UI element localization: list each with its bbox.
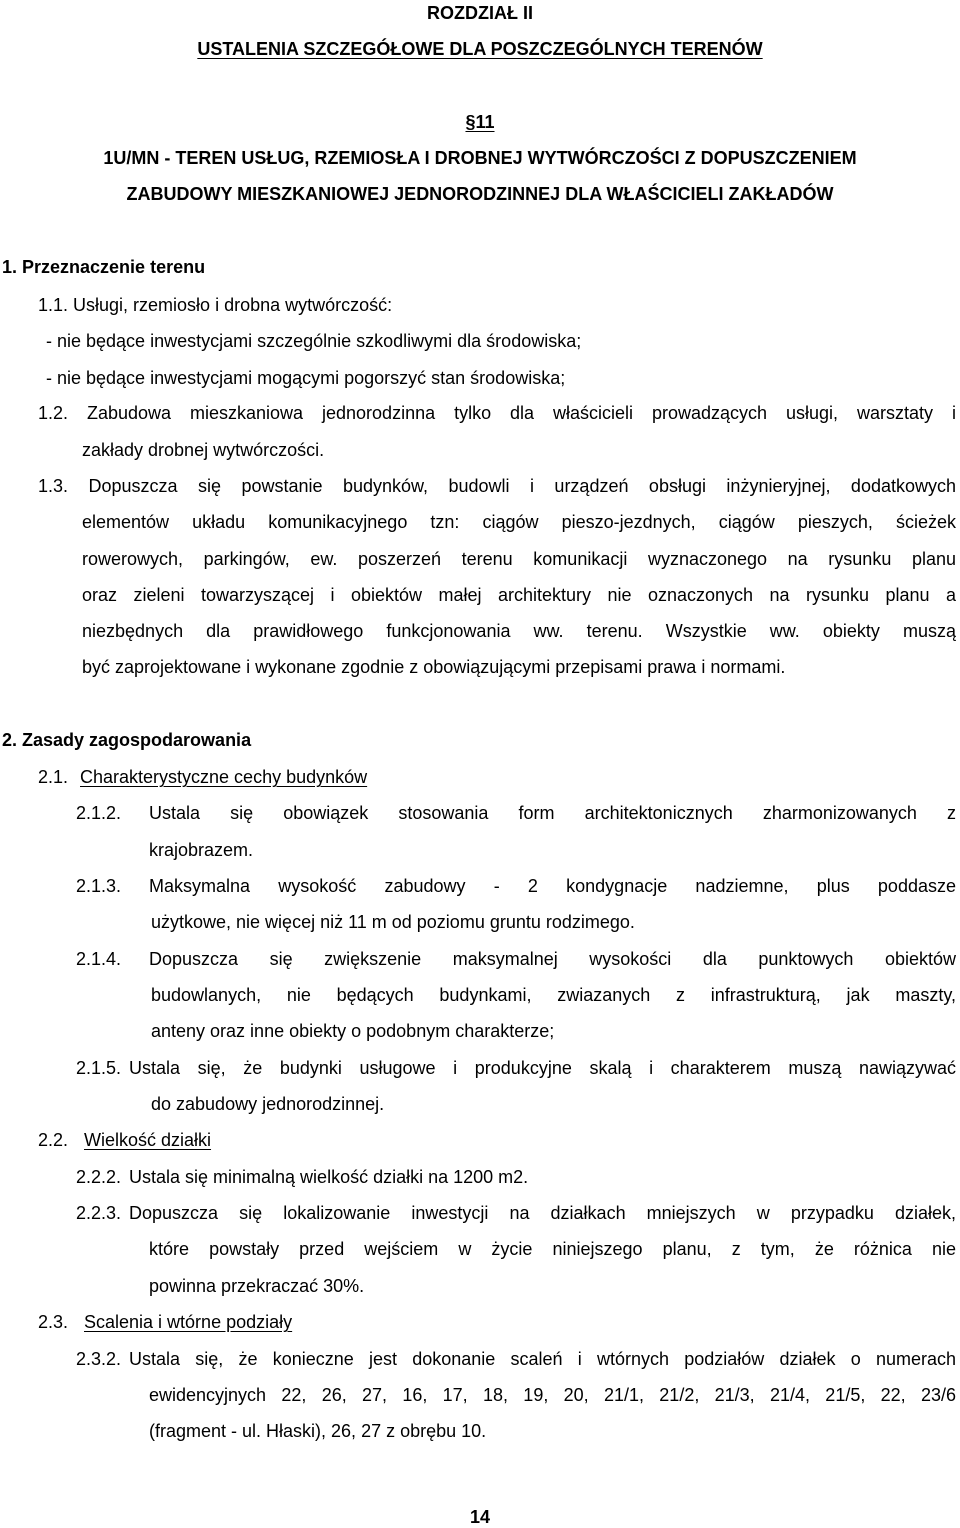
item-1-3-line5: niezbędnych dla prawidłowego funkcjonowania ww. terenu. Wszystkie ww. obiekty muszą <box>82 621 956 641</box>
heading-2-1-number: 2.1. <box>38 767 69 787</box>
item-1-2-line1: 1.2. Zabudowa mieszkaniowa jednorodzinna tylko dla właścicieli prowadzących usługi, warsztaty i <box>38 403 956 423</box>
item-2-2-3-number: 2.2.3. <box>76 1203 122 1223</box>
section1-title: 1. Przeznaczenie terenu <box>2 257 206 277</box>
heading-2-2: Wielkość działki <box>84 1130 212 1150</box>
item-2-1-4-line3: anteny oraz inne obiekty o podobnym charakterze; <box>151 1021 555 1041</box>
item-2-2-2-line1: Ustala się minimalną wielkość działki na 1200 m2. <box>129 1167 529 1187</box>
item-2-2-3-line2: które powstały przed wejściem w życie niniejszego planu, z tym, że różnica nie <box>149 1239 956 1259</box>
heading-2-3: Scalenia i wtórne podziały <box>84 1312 293 1332</box>
item-2-1-5-line2: do zabudowy jednorodzinnej. <box>151 1094 385 1114</box>
item-1-2-line2: zakłady drobnej wytwórczości. <box>82 440 325 460</box>
item-2-1-3-number: 2.1.3. <box>76 876 122 896</box>
item-2-3-2-number: 2.3.2. <box>76 1349 122 1369</box>
item-2-1-4-line2: budowlanych, nie będących budynkami, zwiazanych z infrastrukturą, jak maszty, <box>151 985 956 1005</box>
heading-2-1: Charakterystyczne cechy budynków <box>80 767 368 787</box>
chapter-subtitle: USTALENIA SZCZEGÓŁOWE DLA POSZCZEGÓLNYCH TERENÓW <box>197 39 763 59</box>
item-2-1-5-number: 2.1.5. <box>76 1058 122 1078</box>
item-1-1-dash1: - nie będące inwestycjami szczególnie szkodliwymi dla środowiska; <box>46 331 582 351</box>
item-2-1-3-line2: użytkowe, nie więcej niż 11 m od poziomu gruntu rodzimego. <box>151 912 635 932</box>
item-2-1-2-line1: Ustala się obowiązek stosowania form architektonicznych zharmonizowanych z <box>149 803 956 823</box>
item-1-3-line3: rowerowych, parkingów, ew. poszerzeń terenu komunikacji wyznaczonego na rysunku planu <box>82 549 956 569</box>
heading-2-3-number: 2.3. <box>38 1312 69 1332</box>
section2-title: 2. Zasady zagospodarowania <box>2 730 252 750</box>
item-2-1-5-line1: Ustala się, że budynki usługowe i produkcyjne skalą i charakterem muszą nawiązywać <box>129 1058 956 1078</box>
item-1-1: 1.1. Usługi, rzemiosło i drobna wytwórczość: <box>38 295 393 315</box>
chapter-title: ROZDZIAŁ II <box>427 3 533 23</box>
paragraph-heading-line2: ZABUDOWY MIESZKANIOWEJ JEDNORODZINNEJ DLA WŁAŚCICIELI ZAKŁADÓW <box>126 184 834 204</box>
item-2-2-3-line3: powinna przekraczać 30%. <box>149 1276 365 1296</box>
item-2-1-4-number: 2.1.4. <box>76 949 122 969</box>
item-2-3-2-line2: ewidencyjnych 22, 26, 27, 16, 17, 18, 19, 20, 21/1, 21/2, 21/3, 21/4, 21/5, 22, 23/6 <box>149 1385 956 1405</box>
item-2-2-3-line1: Dopuszcza się lokalizowanie inwestycji na działkach mniejszych w przypadku działek, <box>129 1203 956 1223</box>
page-number: 14 <box>469 1507 491 1527</box>
item-2-1-3-line1: Maksymalna wysokość zabudowy - 2 kondygnacje nadziemne, plus poddasze <box>149 876 956 896</box>
item-1-1-dash2: - nie będące inwestycjami mogącymi pogorszyć stan środowiska; <box>46 368 566 388</box>
item-2-1-4-line1: Dopuszcza się zwiększenie maksymalnej wysokości dla punktowych obiektów <box>149 949 956 969</box>
item-1-3-line1: 1.3. Dopuszcza się powstanie budynków, budowli i urządzeń obsługi inżynieryjnej, dodatkowych <box>38 476 956 496</box>
item-1-3-line6: być zaprojektowane i wykonane zgodnie z obowiązującymi przepisami prawa i normami. <box>82 657 786 677</box>
item-2-1-2-line2: krajobrazem. <box>149 840 254 860</box>
item-1-3-line2: elementów układu komunikacyjnego tzn: ciągów pieszo-jezdnych, ciągów pieszych, ścieżek <box>82 512 956 532</box>
item-1-3-line4: oraz zieleni towarzyszącej i obiektów małej architektury nie oznaczonych na rysunku planu a <box>82 585 956 605</box>
item-2-3-2-line3: (fragment - ul. Hłaski), 26, 27 z obrębu 10. <box>149 1421 487 1441</box>
item-2-2-2-number: 2.2.2. <box>76 1167 122 1187</box>
heading-2-2-number: 2.2. <box>38 1130 69 1150</box>
paragraph-symbol: §11 <box>465 112 495 132</box>
item-2-1-2-number: 2.1.2. <box>76 803 122 823</box>
item-2-3-2-line1: Ustala się, że konieczne jest dokonanie scaleń i wtórnych podziałów działek o numerach <box>129 1349 956 1369</box>
paragraph-heading-line1: 1U/MN - TEREN USŁUG, RZEMIOSŁA I DROBNEJ WYTWÓRCZOŚCI Z DOPUSZCZENIEM <box>103 148 857 168</box>
